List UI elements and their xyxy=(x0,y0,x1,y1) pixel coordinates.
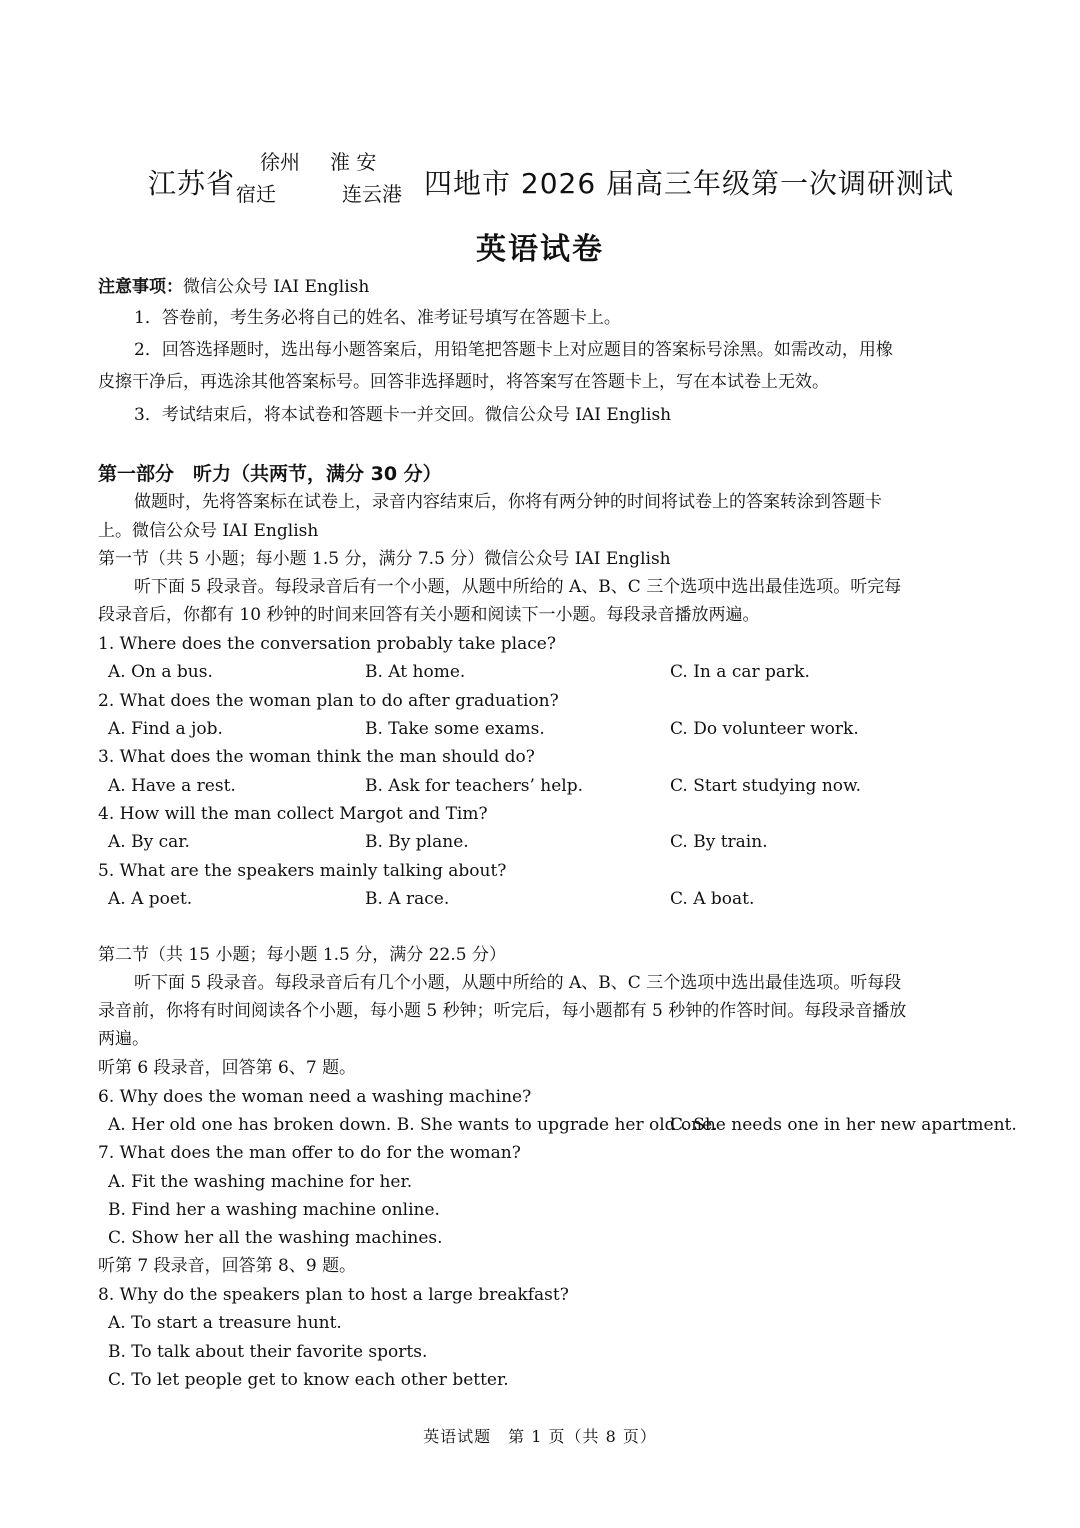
notice-heading: 注意事项： xyxy=(98,277,183,297)
q5-option-c: C. A boat. xyxy=(670,889,755,909)
q5-option-a: A. A poet. xyxy=(108,889,193,909)
section1-instruction-line-1: 听下面 5 段录音。每段录音后有一个小题，从题中所给的 A、B、C 三个选项中选出最佳选项。听完每 xyxy=(134,577,902,597)
q3-option-a: A. Have a rest. xyxy=(108,776,236,796)
province-label: 江苏省 xyxy=(148,167,236,200)
question-1: 1. Where does the conversation probably take place? xyxy=(98,634,556,654)
city-suqian: 宿迁 xyxy=(236,182,276,206)
q8-option-a: A. To start a treasure hunt. xyxy=(108,1313,342,1333)
q7-option-c: C. Show her all the washing machines. xyxy=(108,1228,443,1248)
subject-title: 英语试卷 xyxy=(476,232,604,267)
q2-option-a: A. Find a job. xyxy=(108,719,223,739)
question-5: 5. What are the speakers mainly talking about? xyxy=(98,861,507,881)
notice-item-3: 3．考试结束后，将本试卷和答题卡一并交回。微信公众号 IAI English xyxy=(134,405,672,425)
notice-heading-line xyxy=(98,275,369,299)
page-footer: 英语试题 第 1 页（共 8 页） xyxy=(423,1427,657,1446)
q7-option-b: B. Find her a washing machine online. xyxy=(108,1200,440,1220)
notice-item-2-line-1: 2．回答选择题时，选出每小题答案后，用铅笔把答题卡上对应题目的答案标号涂黑。如需改动，用橡 xyxy=(134,340,893,360)
question-6: 6. Why does the woman need a washing machine? xyxy=(98,1087,532,1107)
question-8: 8. Why do the speakers plan to host a large breakfast? xyxy=(98,1285,569,1305)
question-2: 2. What does the woman plan to do after graduation? xyxy=(98,691,559,711)
question-7: 7. What does the man offer to do for the woman? xyxy=(98,1143,521,1163)
q2-option-b: B. Take some exams. xyxy=(365,719,545,739)
city-xuzhou: 徐州 xyxy=(260,150,300,174)
section2-instruction-line-3: 两遍。 xyxy=(98,1029,149,1049)
q6-options-ab: A. Her old one has broken down. B. She wants to upgrade her old one. xyxy=(108,1115,718,1135)
recording-7-label: 听第 7 段录音，回答第 8、9 题。 xyxy=(98,1256,357,1276)
notice-item-2-line-2: 皮擦干净后，再选涂其他答案标号。回答非选择题时，将答案写在答题卡上，写在本试卷上无效。 xyxy=(98,372,829,392)
q4-option-c: C. By train. xyxy=(670,832,768,852)
part1-intro-line-2: 上。微信公众号 IAI English xyxy=(98,521,319,541)
exam-title: 四地市 2026 届高三年级第一次调研测试 xyxy=(424,167,955,200)
notice-item-1: 1．答卷前，考生务必将自己的姓名、准考证号填写在答题卡上。 xyxy=(134,308,621,328)
notice-heading-tail: 微信公众号 IAI English xyxy=(183,277,370,297)
q4-option-a: A. By car. xyxy=(108,832,190,852)
q7-option-a: A. Fit the washing machine for her. xyxy=(108,1172,413,1192)
q8-option-c: C. To let people get to know each other better. xyxy=(108,1370,509,1390)
section2-title: 第二节（共 15 小题；每小题 1.5 分，满分 22.5 分） xyxy=(98,945,506,965)
section1-instruction-line-2: 段录音后，你都有 10 秒钟的时间来回答有关小题和阅读下一小题。每段录音播放两遍。 xyxy=(98,605,760,625)
exam-title-block xyxy=(0,140,1080,210)
recording-6-label: 听第 6 段录音，回答第 6、7 题。 xyxy=(98,1058,357,1078)
question-3: 3. What does the woman think the man should do? xyxy=(98,747,535,767)
q4-option-b: B. By plane. xyxy=(365,832,469,852)
part1-intro-line-1: 做题时，先将答案标在试卷上，录音内容结束后，你将有两分钟的时间将试卷上的答案转涂到答题卡 xyxy=(134,492,882,512)
part1-title: 第一部分 听力（共两节，满分 30 分） xyxy=(98,463,442,485)
q6-option-c: C. She needs one in her new apartment. xyxy=(670,1115,1017,1135)
q2-option-c: C. Do volunteer work. xyxy=(670,719,859,739)
q8-option-b: B. To talk about their favorite sports. xyxy=(108,1342,428,1362)
q3-option-c: C. Start studying now. xyxy=(670,776,861,796)
question-4: 4. How will the man collect Margot and Tim? xyxy=(98,804,488,824)
q5-option-b: B. A race. xyxy=(365,889,450,909)
q1-option-a: A. On a bus. xyxy=(108,662,213,682)
q1-option-c: C. In a car park. xyxy=(670,662,810,682)
section1-title: 第一节（共 5 小题；每小题 1.5 分，满分 7.5 分）微信公众号 IAI English xyxy=(98,549,671,569)
q1-option-b: B. At home. xyxy=(365,662,466,682)
city-huaian: 淮 安 xyxy=(330,150,377,174)
section2-instruction-line-1: 听下面 5 段录音。每段录音后有几个小题，从题中所给的 A、B、C 三个选项中选出最佳选项。听每段 xyxy=(134,973,902,993)
city-lianyungang: 连云港 xyxy=(342,182,402,206)
q3-option-b: B. Ask for teachers’ help. xyxy=(365,776,584,796)
section2-instruction-line-2: 录音前，你将有时间阅读各个小题，每小题 5 秒钟；听完后，每小题都有 5 秒钟的作答时间。每段录音播放 xyxy=(98,1001,907,1021)
